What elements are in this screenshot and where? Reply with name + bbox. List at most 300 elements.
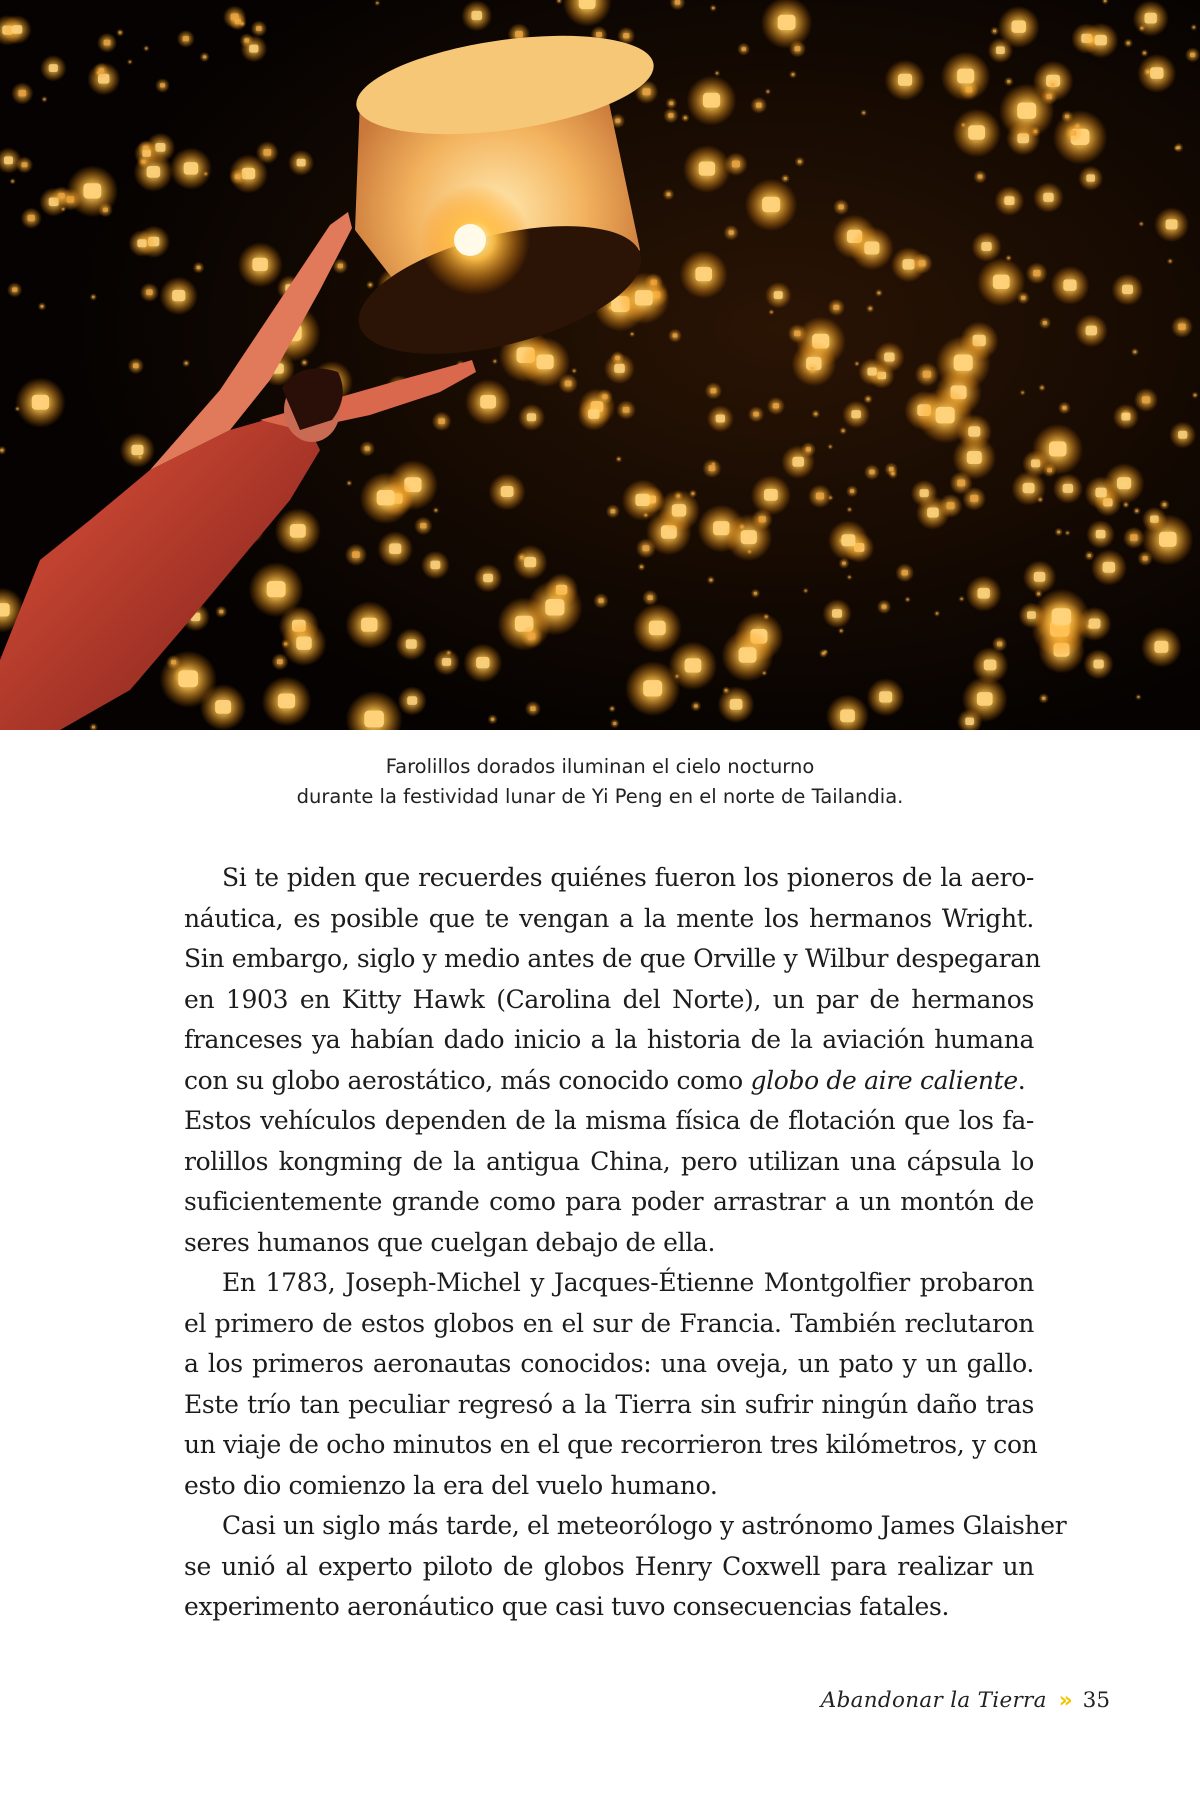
sky-lantern [798,160,802,163]
sky-lantern [49,64,58,72]
sky-lantern [1127,42,1130,45]
sky-lantern [185,362,188,364]
sky-lantern [278,694,295,709]
sky-lantern [12,287,17,292]
sky-lantern [611,509,616,513]
sky-lantern [43,98,45,100]
sky-lantern [1089,619,1101,629]
sky-lantern [348,482,350,484]
sky-lantern [840,709,855,722]
paragraph-1 [184,858,1041,1263]
sky-lantern [252,258,268,271]
sky-lantern [1137,696,1139,698]
sky-lantern [1023,483,1035,493]
sky-lantern [842,430,845,432]
sky-lantern [361,618,377,632]
sky-lantern [784,177,787,180]
sky-lantern [184,162,199,175]
sky-lantern [11,180,13,182]
sky-lantern [869,307,872,310]
sky-lantern [902,570,909,576]
sky-lantern [882,605,887,609]
sky-lantern [92,726,95,729]
sky-lantern [178,670,198,687]
sky-lantern [1194,394,1197,396]
sky-lantern [1007,80,1010,83]
sky-lantern [1130,534,1138,541]
sky-lantern [643,680,662,696]
sky-lantern [1096,530,1106,539]
sky-lantern [838,205,844,210]
sky-lantern [389,543,401,554]
sky-lantern [263,149,271,156]
text-line: a los primeros aeronautas conocidos: una oveja, un pato y un gallo. [184,1349,1034,1378]
sky-lantern [1051,83,1055,86]
sky-lantern [806,447,811,452]
sky-lantern [795,46,801,51]
sky-lantern [145,47,147,49]
sky-lantern [851,410,861,418]
sky-lantern [618,458,621,460]
sky-lantern [753,412,759,417]
sky-lantern [647,595,653,600]
chevron-icon: » [1058,1688,1073,1713]
caption-line-1: Farolillos dorados iluminan el cielo nocturno [385,755,815,778]
sky-lantern [684,117,687,120]
sky-lantern [407,696,417,705]
sky-lantern [1103,562,1116,573]
sky-lantern [869,470,875,475]
text-run: con su globo aerostático, más conocido como [184,1065,751,1095]
article-body [184,858,1067,1628]
sky-lantern [957,69,974,84]
paragraph-3 [184,1506,1067,1628]
sky-lantern [203,55,207,58]
sky-lantern [1177,146,1180,149]
sky-lantern [18,90,26,97]
sky-lantern [480,395,496,409]
sky-lantern [530,706,536,711]
sky-lantern [756,103,762,108]
sky-lantern [699,162,715,176]
sky-lantern [1166,219,1178,229]
sky-lantern [1141,27,1144,29]
text-line-with-italic [184,1061,1034,1102]
sky-lantern [83,183,101,198]
sky-lantern [103,208,108,212]
sky-lantern [816,493,824,500]
text-line: En 1783, Joseph-Michel y Jacques-Étienne Montgolfier probaron [222,1268,1034,1297]
sky-lantern [558,0,561,2]
sky-lantern [764,489,778,501]
sky-lantern [694,704,698,707]
sky-lantern [1041,387,1044,389]
lantern-festival-photo [0,0,1200,730]
sky-lantern [219,610,223,614]
sky-lantern [12,25,22,34]
text-line: náutica, es posible que te vengan a la mente los hermanos Wright. [184,903,1034,933]
sky-lantern [642,545,649,551]
sky-lantern [435,509,437,511]
sky-lantern [968,125,985,140]
sky-lantern [710,579,713,582]
sky-lantern [832,609,842,618]
sky-lantern [1093,660,1103,669]
sky-lantern [850,489,854,493]
sky-lantern [1022,392,1024,394]
sky-lantern [527,413,536,421]
sky-lantern [1043,321,1047,325]
sky-lantern [668,113,673,118]
sky-lantern [1049,441,1067,456]
sky-lantern [695,267,712,281]
sky-lantern [856,363,858,365]
sky-lantern [297,159,306,167]
sky-lantern [197,266,201,270]
sky-lantern [862,112,865,114]
text-line: Este trío tan peculiar regresó a la Tierra sin sufrir ningún daño tras [184,1389,1034,1419]
sky-lantern [884,353,895,362]
text-line: suficientemente grande como para poder arrastrar a un montón de [184,1187,1034,1216]
sky-lantern [970,495,978,502]
sky-lantern [741,530,757,544]
sky-lantern [879,691,892,702]
sky-lantern [712,463,714,465]
sky-lantern [1134,351,1137,353]
sky-lantern [1017,103,1036,119]
sky-lantern [1154,641,1168,653]
sky-lantern [997,642,1002,647]
sky-lantern [614,364,625,373]
sky-lantern [520,556,524,559]
sky-lantern [137,239,146,247]
sky-lantern [613,722,616,725]
sky-lantern [1140,223,1142,225]
sky-lantern [923,371,931,378]
sky-lantern [864,242,879,255]
sky-lantern [147,166,161,178]
sky-lantern [92,296,95,298]
sky-lantern [716,415,725,423]
lantern-photo-illustration [0,0,1200,730]
text-run: . [1017,1065,1026,1095]
sky-lantern [28,215,35,221]
sky-lantern [672,504,686,516]
sky-lantern [977,692,993,706]
sky-lantern [483,574,493,583]
sky-lantern [615,356,620,360]
sky-lantern [277,659,283,664]
text-line: franceses ya habían dado inicio a la historia de la aviación humana [184,1025,1034,1054]
sky-lantern [1117,477,1131,489]
sky-lantern [1037,593,1040,596]
sky-lantern [867,398,870,401]
sky-lantern [673,333,678,337]
sky-lantern [579,0,596,9]
sky-lantern [602,394,608,399]
sky-lantern [1121,413,1130,421]
sky-lantern [774,291,783,299]
sky-lantern [978,588,990,599]
sky-lantern [792,457,804,467]
sky-lantern [99,68,104,73]
sky-lantern [573,370,575,372]
sky-lantern [642,88,650,95]
sky-lantern [1062,406,1066,410]
sky-lantern [645,514,647,516]
sky-lantern [420,523,426,529]
sky-lantern [814,413,817,416]
sky-lantern [1163,503,1167,506]
sky-lantern [961,598,963,600]
sky-lantern [889,467,894,471]
sky-lantern [1033,270,1041,277]
sky-lantern [667,193,671,197]
sky-lantern [754,592,757,595]
sky-lantern [1122,285,1133,295]
sky-lantern [0,449,3,452]
sky-lantern [1159,532,1177,547]
sky-lantern [739,647,757,663]
sky-lantern [623,33,629,38]
page-number: 35 [1082,1688,1110,1713]
sky-lantern [841,534,855,546]
sky-lantern [1042,697,1046,700]
sky-lantern [146,289,153,295]
sky-lantern [1007,257,1009,259]
sky-lantern [833,305,839,310]
sky-lantern [1066,532,1068,534]
sky-lantern [515,31,523,38]
text-line: el primero de estos globos en el sur de Francia. También reclutaron [184,1308,1034,1338]
sky-lantern [1065,115,1069,119]
sky-lantern [545,599,564,616]
sky-lantern [842,562,846,565]
sky-lantern [1086,174,1095,181]
sky-lantern [848,509,850,511]
sky-lantern [0,603,10,616]
sky-lantern [183,36,189,41]
sky-lantern [640,566,643,568]
sky-lantern [244,38,249,42]
sky-lantern [741,526,744,528]
sky-lantern [4,156,13,164]
sky-lantern [685,658,702,672]
sky-lantern [984,660,997,671]
caption-line-2: durante la festividad lunar de Yi Peng en el norte de Tailandia. [296,785,904,808]
sky-lantern [406,639,417,649]
sky-lantern [936,407,955,424]
sky-lantern [231,13,239,20]
sky-lantern [129,61,131,63]
sky-lantern [730,699,743,710]
sky-lantern [978,175,983,179]
sky-lantern [1193,26,1195,28]
sky-lantern [596,32,602,37]
sky-lantern [256,26,262,31]
sky-lantern [732,161,740,168]
text-line: Casi un siglo más tarde, el meteorólogo y astrónomo James Glaisher [222,1511,1067,1540]
sky-lantern [954,355,973,371]
sky-lantern [792,73,795,75]
sky-lantern [981,242,991,251]
sky-lantern [241,23,244,25]
text-line: esto dio comienzo la era del vuelo humano. [184,1470,718,1500]
sky-lantern [810,367,814,370]
sky-lantern [1063,279,1076,291]
sky-lantern [773,403,779,408]
sky-lantern [822,652,825,655]
sky-lantern [1135,510,1138,512]
sky-lantern [1070,130,1076,135]
sky-lantern [1088,554,1092,557]
photo-caption [0,752,1200,812]
sky-lantern [829,446,831,448]
sky-lantern [623,407,630,413]
sky-lantern [1012,20,1027,33]
sky-lantern [712,7,715,9]
sky-lantern [920,489,929,497]
sky-lantern [537,355,554,370]
sky-lantern [748,551,750,553]
sky-lantern [143,146,149,151]
sky-lantern [996,46,1005,54]
sky-lantern [878,292,881,294]
sky-lantern [131,445,143,455]
sky-lantern [215,700,231,714]
sky-lantern [1095,35,1107,46]
sky-lantern [742,47,747,51]
text-line: experimento aeronáutico que casi tuvo consecuencias fatales. [184,1592,950,1621]
text-line: en 1903 en Kitty Hawk (Carolina del Norte), un par de hermanos [184,984,1034,1014]
sky-lantern [1142,396,1150,403]
sky-lantern [1057,531,1060,534]
sky-lantern [848,576,850,578]
sky-lantern [133,363,139,368]
sky-lantern [369,284,372,287]
sky-lantern [438,418,445,424]
sky-lantern [703,93,720,108]
sky-lantern [1086,326,1097,336]
sky-lantern [918,260,925,266]
sky-lantern [364,711,384,728]
sky-lantern [491,718,495,721]
sky-lantern [965,718,974,726]
paragraph-2 [184,1263,1038,1506]
sky-lantern [716,72,718,74]
sky-lantern [967,451,982,464]
text-line: Estos vehículos dependen de la misma física de flotación que los fa- [184,1106,1034,1135]
text-line: rolillos kongming de la antigua China, pero utilizan una cápsula lo [184,1146,1034,1176]
sky-lantern [442,658,451,666]
sky-lantern [598,598,603,603]
sky-lantern [927,508,939,518]
sky-lantern [770,311,772,313]
text-line: se unió al experto piloto de globos Henry Coxwell para realizar un [184,1551,1034,1581]
sky-lantern [805,590,807,592]
sky-lantern [267,581,286,597]
sky-lantern [993,275,1010,289]
text-line: Sin embargo, siglo y medio antes de que Orville y Wilbur despegaran [184,944,1041,973]
italic-term: globo de aire caliente [750,1065,1018,1095]
sky-lantern [765,616,768,618]
sky-lantern [119,31,122,33]
sky-lantern [1143,52,1146,54]
sky-lantern [1104,0,1107,2]
sky-lantern [635,290,653,305]
sky-lantern [1063,484,1073,493]
sky-lantern [338,264,343,269]
sky-lantern [352,551,360,558]
sky-lantern [898,74,912,86]
sky-lantern [675,0,681,5]
sky-lantern [471,11,482,20]
sky-lantern [778,15,796,30]
sky-lantern [611,708,614,710]
sky-lantern [1178,431,1187,439]
running-section-title: Abandonar la Tierra [820,1688,1047,1713]
sky-lantern [649,621,666,636]
sky-lantern [32,395,49,410]
sky-lantern [767,91,769,93]
sky-lantern [710,388,716,393]
sky-lantern [303,361,306,364]
text-line: Si te piden que recuerdes quiénes fueron los pioneros de la aero- [222,863,1034,892]
text-line: seres humanos que cuelgan debajo de ella. [184,1227,716,1257]
sky-lantern [631,333,633,335]
sky-lantern [615,119,620,123]
sky-lantern [365,446,370,451]
sky-lantern [41,305,44,308]
sky-lantern [501,486,514,497]
sky-lantern [1150,67,1163,79]
sky-lantern [160,83,165,87]
sky-lantern [22,162,28,167]
sky-lantern [635,494,649,506]
sky-lantern [946,502,954,509]
sky-lantern [1143,556,1148,561]
sky-lantern [1021,296,1026,300]
sky-lantern [1052,608,1071,625]
sky-lantern [376,2,378,4]
sky-lantern [907,599,909,601]
sky-lantern [377,490,395,505]
sky-lantern [528,633,536,640]
sky-lantern [1043,193,1054,202]
sky-lantern [588,409,599,419]
sky-lantern [1004,196,1014,205]
sky-lantern [729,230,734,235]
sky-lantern [669,102,673,106]
sky-lantern [58,193,65,199]
sky-lantern [1190,53,1195,58]
sky-lantern [936,612,938,614]
sky-lantern [104,40,111,46]
sky-lantern [476,657,489,669]
sky-lantern [171,660,176,664]
sky-lantern [494,360,496,362]
sky-lantern [290,524,306,538]
sky-lantern [1169,260,1171,262]
sky-lantern [1145,13,1157,24]
text-line: un viaje de ocho minutos en el que recorrieron tres kilómetros, y con [184,1430,1038,1459]
sky-lantern [172,290,185,301]
sky-lantern [235,174,241,179]
sky-lantern [296,637,312,650]
sky-lantern [565,381,572,387]
sky-lantern [867,368,876,376]
sky-lantern [993,30,996,33]
